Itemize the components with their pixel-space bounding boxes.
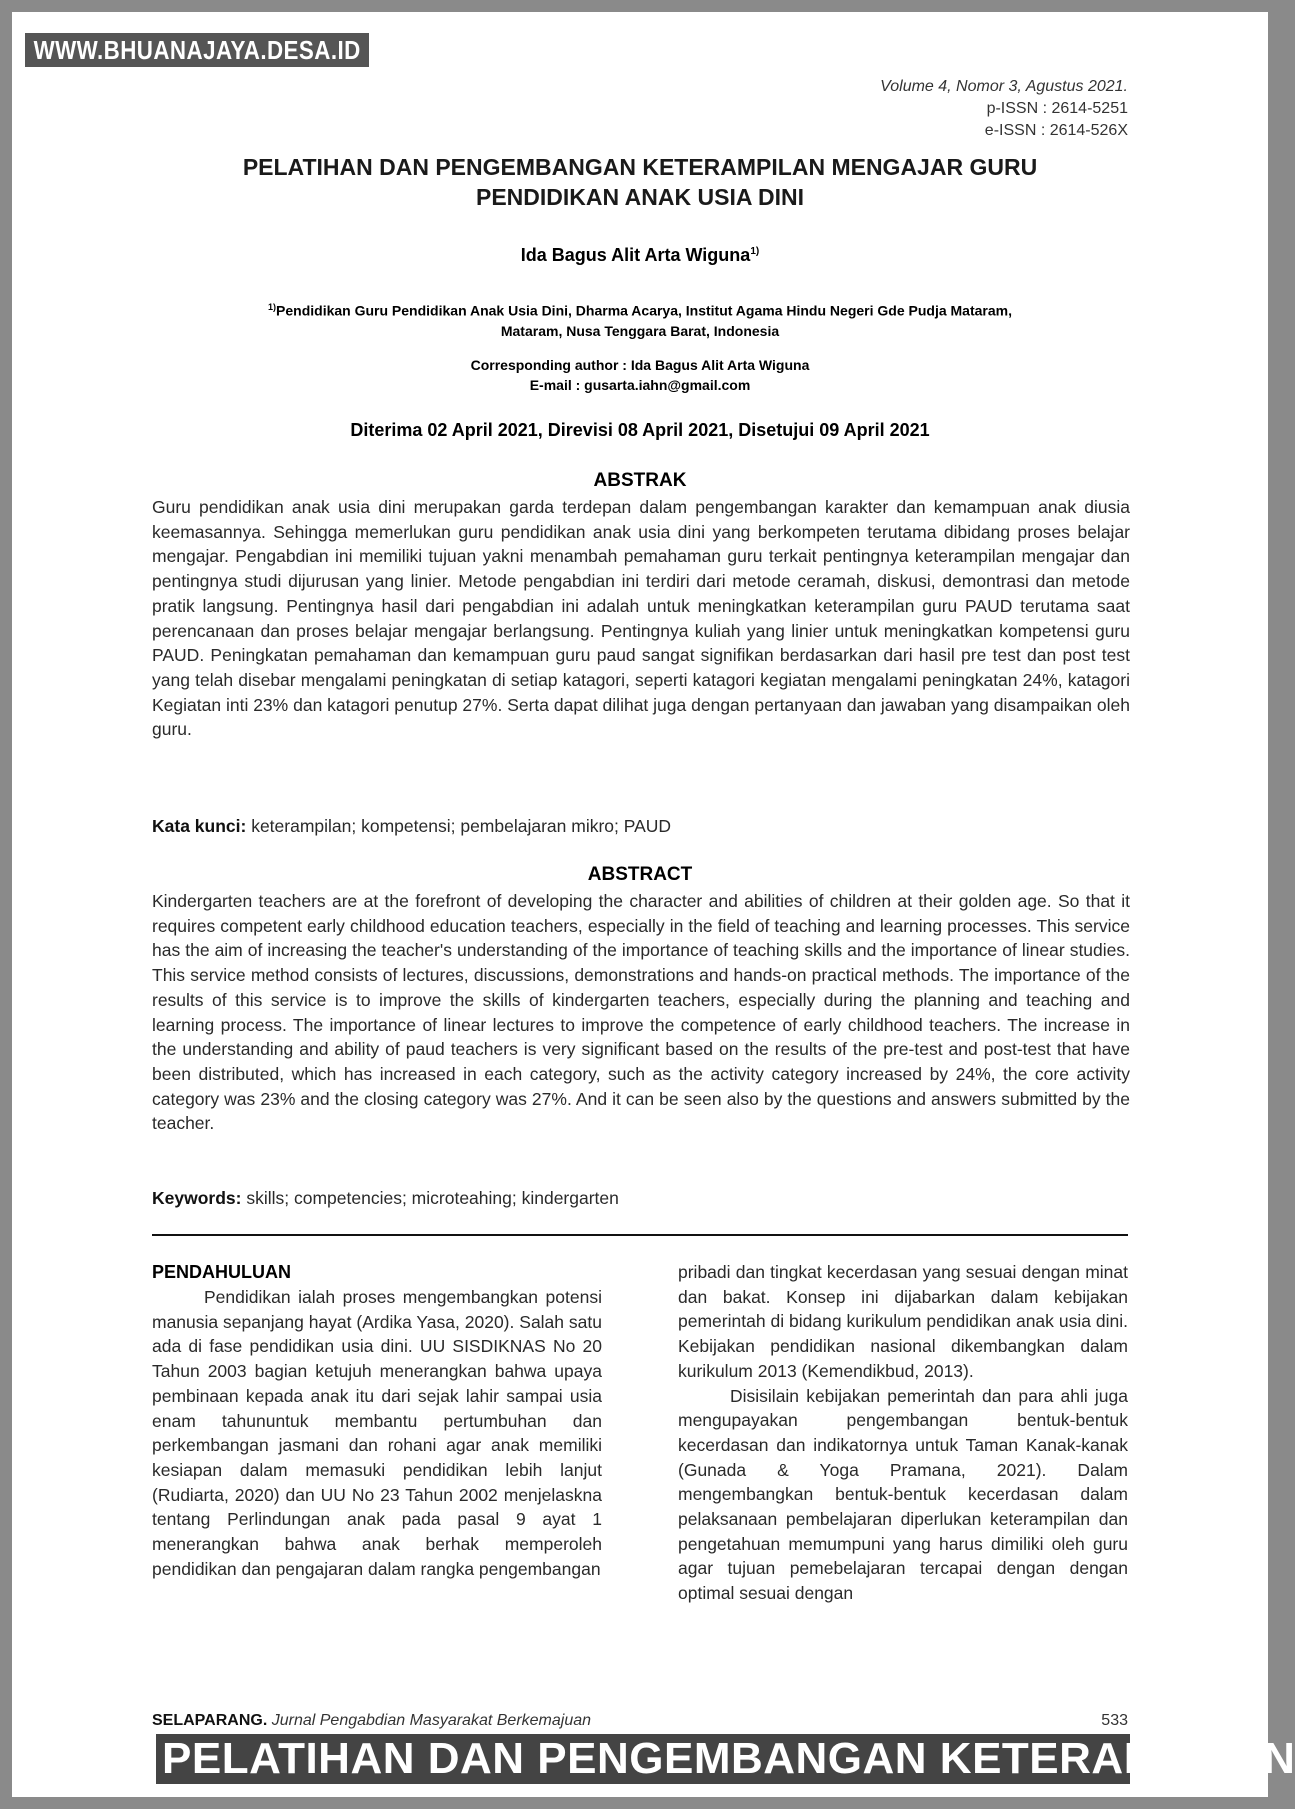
journal-subtitle: Jurnal Pengabdian Masyarakat Berkemajuan — [271, 1712, 592, 1729]
section-divider — [152, 1234, 1128, 1236]
p-issn: p-ISSN : 2614-5251 — [986, 100, 1128, 117]
author — [140, 245, 1140, 266]
affil-line-2: Mataram, Nusa Tenggara Barat, Indonesia — [500, 322, 780, 339]
corresponding-author: Corresponding author : Ida Bagus Alit Arta Wiguna — [470, 357, 810, 373]
right-paragraph-1: pribadi dan tingkat kecerdasan yang sesuai dengan minat dan bakat. Konsep ini dijabarkan dalam kebijakan pemerintah di bidang kurikulum pendidikan anak usia dini. Kebijakan pendidikan nasional dikembangkan dalam kurikulum 2013 (Kemendikbud, 2013). — [678, 1262, 1128, 1381]
email: E-mail : gusarta.iahn@gmail.com — [529, 377, 751, 393]
kata-kunci — [152, 816, 671, 837]
volume-info: Volume 4, Nomor 3, Agustus 2021. — [880, 78, 1128, 95]
correspondence — [150, 355, 1130, 395]
abstrak-heading: ABSTRAK — [593, 470, 687, 491]
affiliation — [150, 297, 1130, 341]
abstrak-text: Guru pendidikan anak usia dini merupakan garda terdepan dalam pengembangan karakter dan kemampuan anak diusia keemasannya. Sehingga memerlukan guru pendidikan anak usia dini yang berkompeten terutama dibidang proses belajar mengajar. Pengabdian ini memiliki tujuan yakni menambah pemahaman guru terkait pentingnya keterampilan mengajar dan pentingnya studi dijurusan yang linier. Metode pengabdian ini terdiri dari metode ceramah, diskusi, demontrasi dan metode pratik langsung. Pentingnya hasil dari pengabdian ini adalah untuk meningkatkan keterampilan guru PAUD terutama saat perencanaan dan proses belajar mengajar berlangsung. Pentingnya kuliah yang linier untuk meningkatkan kompetensi guru PAUD. Peningkatan pemahaman dan kemampuan guru paud sangat signifikan berdasarkan dari hasil pre test dan post test yang telah disebar mengalami peningkatan di setiap katagori, seperti katagori kegiatan mengalami peningkatan 24%, katagori Kegiatan inti 23% dan katagori penutup 27%. Serta dapat dilihat juga dengan pertanyaan dan jawaban yang disampaikan oleh guru. — [152, 497, 1130, 740]
keywords — [152, 1188, 619, 1209]
abstract-text: Kindergarten teachers are at the forefront of developing the character and abilities of children at their golden age. So that it requires competent early childhood education teachers, especially in the field of teaching and learning processes. This service has the aim of increasing the teacher's understanding of the importance of teaching skills and the importance of linear studies. This service method consists of lectures, discussions, demonstrations and hands-on practical methods. The importance of the results of this service is to improve the skills of kindergarten teachers, especially during the planning and teaching and learning process. The importance of linear lectures to improve the competence of early childhood teachers. The increase in the understanding and ability of paud teachers is very significant based on the results of the pre-test and post-test that have been distributed, which has increased in each category, such as the activity category increased by 24%, the core activity category was 23% and the closing category was 27%. And it can be seen also by the questions and answers submitted by the teacher. — [152, 891, 1130, 1134]
abstract-heading: ABSTRACT — [587, 864, 693, 885]
body-right-column — [678, 1260, 1128, 1606]
kata-kunci-values: keterampilan; kompetensi; pembelajaran mikro; PAUD — [251, 816, 672, 836]
kata-kunci-label: Kata kunci: — [152, 816, 247, 836]
title-banner: PELATIHAN DAN PENGEMBANGAN KETERAMPILAN — [156, 1734, 1130, 1784]
author-name: Ida Bagus Alit Arta Wiguna — [520, 245, 751, 265]
keywords-label: Keywords: — [152, 1188, 242, 1208]
journal-meta — [880, 76, 1128, 142]
left-paragraph-1: Pendidikan ialah proses mengembangkan potensi manusia sepanjang hayat (Ardika Yasa, 2020). Salah satu ada di fase pendidikan usia dini. UU SISDIKNAS No 20 Tahun 2003 bagian ketujuh menerangkan bahwa upaya pembinaan kepada anak itu dari sejak lahir sampai usia enam tahununtuk membantu pertumbuhan dan perkembangan jasmani dan rohani agar anak memiliki kesiapan dalam memasuki pendidikan lebih lanjut (Rudiarta, 2020) dan UU No 23 Tahun 2002 menjelaskna tentang Perlindungan anak pada pasal 9 ayat 1 menerangkan bahwa anak berhak memperoleh pendidikan dan pengajaran dalam rangka pengembangan — [152, 1287, 602, 1579]
site-watermark: WWW.BHUANAJAYA.DESA.ID — [25, 33, 369, 67]
pendahuluan-heading: PENDAHULUAN — [152, 1262, 291, 1282]
affil-sup: 1) — [268, 302, 277, 312]
right-paragraph-2: Disisilain kebijakan pemerintah dan para ahli juga mengupayakan pengembangan bentuk-bentuk kecerdasan dan indikatornya untuk Taman Kanak-kanak (Gunada & Yoga Pramana, 2021). Dalam mengembangkan bentuk-bentuk kecerdasan dalam pelaksanaan pembelajaran diperlukan keterampilan dan pengetahuan memumpuni yang harus dimiliki oleh guru agar tujuan pemebelajaran tercapai dengan dengan optimal sesuai dengan — [678, 1385, 1128, 1604]
e-issn: e-ISSN : 2614-526X — [984, 122, 1128, 139]
title-line-1: PELATIHAN DAN PENGEMBANGAN KETERAMPILAN MENGAJAR GURU — [242, 154, 1038, 180]
journal-footer — [152, 1712, 591, 1730]
author-sup: 1) — [750, 246, 760, 257]
article-dates: Diterima 02 April 2021, Direvisi 08 April 2021, Disetujui 09 April 2021 — [350, 420, 930, 440]
article-title — [140, 152, 1140, 212]
affil-line-1: Pendidikan Guru Pendidikan Anak Usia Dini, Dharma Acarya, Institut Agama Hindu Negeri Gde Pudja Mataram, — [276, 302, 1012, 319]
keywords-values: skills; competencies; microteahing; kindergarten — [246, 1188, 619, 1208]
body-left-column — [152, 1285, 602, 1581]
page-number: 533 — [1101, 1712, 1128, 1729]
journal-name: SELAPARANG. — [152, 1712, 268, 1729]
title-line-2: PENDIDIKAN ANAK USIA DINI — [476, 184, 804, 210]
